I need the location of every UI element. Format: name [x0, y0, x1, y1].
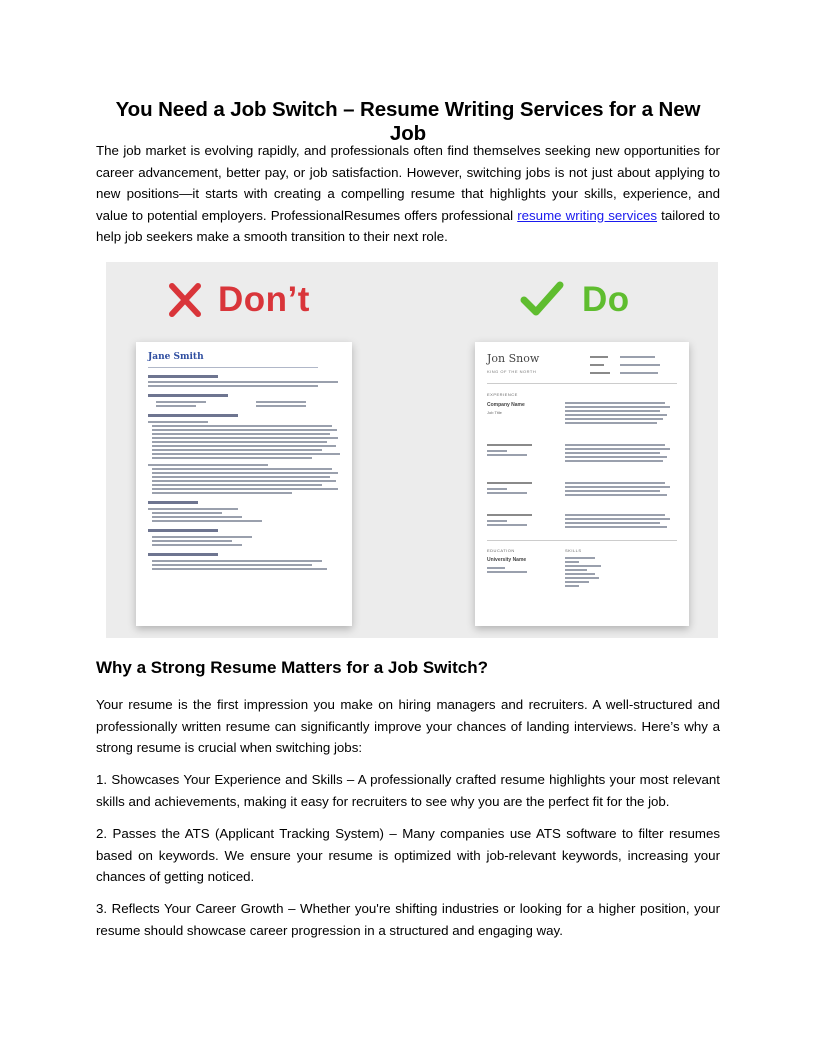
resume-line [148, 385, 318, 387]
resume-line [148, 421, 208, 423]
resume-line [565, 526, 667, 528]
resume-line [487, 514, 532, 516]
resume-line [565, 557, 595, 559]
resume-line [590, 356, 608, 358]
resume-line [565, 581, 589, 583]
resume-line [152, 564, 312, 566]
intro-paragraph [96, 140, 720, 248]
resume-line [565, 518, 670, 520]
resume-line [565, 565, 601, 567]
resume-line [148, 367, 318, 368]
resume-line [565, 482, 665, 484]
resume-line [152, 437, 338, 439]
intro-text-end: tailored to help job seekers make a smooth transition to their next role. [96, 207, 720, 244]
resume-line [565, 573, 595, 575]
right-education-heading: EDUCATION [487, 548, 515, 553]
do-label: Do [582, 280, 630, 319]
resume-line [590, 372, 610, 374]
right-resume-subtitle: KING OF THE NORTH [487, 369, 537, 374]
resume-line [148, 508, 238, 510]
right-skills-heading: SKILLS [565, 548, 582, 553]
resume-line [565, 452, 660, 454]
resume-line [565, 422, 657, 424]
resume-line [152, 433, 330, 435]
resume-line [620, 372, 658, 374]
resume-line [565, 406, 670, 408]
resume-line [565, 410, 660, 412]
resume-writing-services-link[interactable]: resume writing services [517, 207, 658, 223]
resume-line [152, 484, 322, 486]
right-resume-name: Jon Snow [487, 352, 540, 365]
resume-line [565, 448, 670, 450]
resume-line [152, 536, 252, 538]
resume-line [487, 454, 527, 456]
resume-line [590, 364, 604, 366]
resume-line [565, 561, 579, 563]
resume-line [152, 520, 262, 522]
resume-line [565, 460, 663, 462]
resume-line [152, 429, 337, 431]
right-company-name: Company Name [487, 402, 525, 408]
resume-line [152, 540, 232, 542]
resume-line [565, 514, 665, 516]
resume-line [152, 512, 222, 514]
resume-line [620, 364, 660, 366]
resume-line [152, 488, 338, 490]
resume-line [487, 524, 527, 526]
resume-line [565, 444, 665, 446]
resume-line [565, 418, 663, 420]
intro-text: The job market is evolving rapidly, and professionals often find themselves seeking new opportunities for career advancement, better pay, or job satisfaction. However, switching jobs is not just about applying to new positions—it starts with creating a compelling resume that highlights your skills, experience, and value to potential employers. ProfessionalResumes offers professional [96, 143, 720, 223]
resume-heading-bar [148, 394, 228, 397]
resume-line [620, 356, 655, 358]
resume-line [148, 381, 338, 383]
section-intro-paragraph: Your resume is the first impression you make on hiring managers and recruiters. A well-structured and professionally written resume can significantly improve your chances of landing interviews. Here’s why a strong resume is crucial when switching jobs: [96, 697, 720, 755]
resume-line [565, 585, 579, 587]
resume-line [152, 445, 336, 447]
resume-line [152, 560, 322, 562]
point-1: 1. Showcases Your Experience and Skills – A professionally crafted resume highlights your most relevant skills and achievements, making it easy for recruiters to see why you are the perfect fit for the job. [96, 772, 720, 809]
resume-line [152, 568, 327, 570]
resume-line [565, 577, 599, 579]
resume-line [152, 468, 332, 470]
resume-divider [487, 540, 677, 541]
resume-line [565, 486, 670, 488]
resume-line [487, 482, 532, 484]
resume-heading-bar [148, 414, 238, 417]
resume-line [152, 441, 327, 443]
resume-line [565, 494, 667, 496]
resume-line [487, 492, 527, 494]
dont-do-resume-image [106, 262, 718, 638]
point-2: 2. Passes the ATS (Applicant Tracking System) – Many companies use ATS software to filter resumes based on keywords. We ensure your resume is optimized with job-relevant keywords, increasing your chances of getting noticed. [96, 826, 720, 884]
resume-line [152, 480, 336, 482]
right-job-title: Job Title [487, 410, 502, 415]
dont-label: Don’t [218, 280, 310, 319]
page-title: You Need a Job Switch – Resume Writing Services for a New Job [115, 98, 701, 145]
resume-line [487, 520, 507, 522]
resume-line [565, 456, 667, 458]
resume-line [565, 402, 665, 404]
section-heading: Why a Strong Resume Matters for a Job Switch? [96, 658, 489, 677]
resume-line [156, 401, 206, 403]
left-resume-name: Jane Smith [148, 352, 204, 362]
resume-line [565, 569, 587, 571]
good-resume-sample [475, 342, 689, 626]
x-mark-icon [168, 282, 202, 318]
resume-line [152, 472, 338, 474]
resume-line [487, 567, 505, 569]
resume-heading-bar [148, 375, 218, 378]
resume-line [565, 522, 660, 524]
resume-line [152, 516, 242, 518]
resume-line [152, 492, 292, 494]
resume-divider [487, 383, 677, 384]
resume-line [156, 405, 196, 407]
resume-heading-bar [148, 501, 198, 504]
resume-line [565, 414, 667, 416]
resume-heading-bar [148, 529, 218, 532]
resume-line [152, 457, 312, 459]
resume-line [487, 450, 507, 452]
resume-line [487, 488, 507, 490]
right-university-name: University Name [487, 557, 527, 563]
resume-line [148, 464, 268, 466]
check-mark-icon [520, 280, 564, 318]
point-3: 3. Reflects Your Career Growth – Whether you're shifting industries or looking for a higher position, your resume should showcase career progression in a structured and engaging way. [96, 901, 720, 938]
resume-heading-bar [148, 553, 218, 556]
resume-line [152, 453, 340, 455]
resume-line [152, 425, 332, 427]
resume-line [487, 444, 532, 446]
right-experience-heading: EXPERIENCE [487, 392, 518, 397]
resume-line [256, 405, 306, 407]
resume-line [256, 401, 306, 403]
bad-resume-sample [136, 342, 352, 626]
resume-line [565, 490, 660, 492]
resume-line [487, 571, 527, 573]
resume-line [152, 476, 330, 478]
resume-line [152, 544, 242, 546]
resume-line [152, 449, 322, 451]
